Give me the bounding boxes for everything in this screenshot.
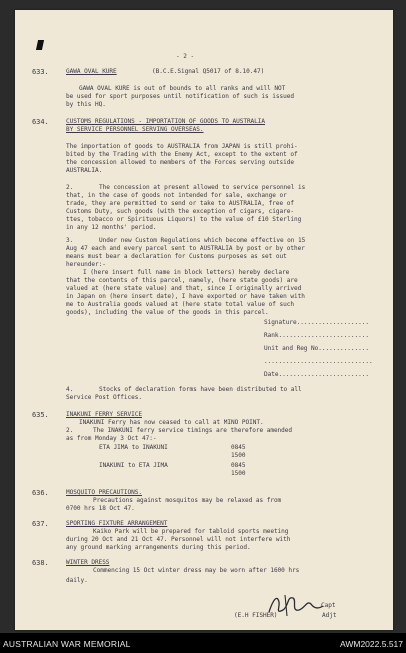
body-638-line-1: Commencing 15 Oct winter dress may be worn after 1600 hrs bbox=[93, 567, 300, 574]
declaration-line-4: in Japan on (here insert date), I have exported or have taken with bbox=[66, 293, 305, 300]
signature-field: Signature.................... bbox=[264, 319, 369, 326]
body-634-p2-line-1: The concession at present allowed to service personnel is bbox=[99, 184, 306, 191]
body-634-p1-line-4: AUSTRALIA. bbox=[66, 167, 103, 174]
body-634-p2-line-2: that, in the case of goods not intended for sale, exchange or bbox=[66, 192, 287, 199]
ferry-time-1a: 0845 bbox=[231, 444, 246, 451]
unit-reg-field-cont: .............................. bbox=[264, 358, 373, 365]
body-634-p2-line-3: trade, they are permitted to send or take to AUSTRALIA, free of bbox=[66, 200, 294, 207]
body-637-line-3: any ground marking arrangements during this period. bbox=[66, 544, 251, 551]
footer-accession-number: AWM2022.5.517 bbox=[340, 639, 403, 649]
declaration-line-6: goods), including the value of the goods in this parcel. bbox=[66, 309, 269, 316]
heading-638: WINTER DRESS bbox=[66, 559, 110, 566]
punch-hole bbox=[36, 40, 44, 50]
para-number-638: 638. bbox=[32, 559, 49, 567]
body-634-p3-line-3: means must bear a declaration for Customs purposes as set out bbox=[66, 253, 287, 260]
body-634-p2-line-6: in any 12 months' period. bbox=[66, 224, 157, 231]
body-634-p3-line-2: Aug 47 each and every parcel sent to AUSTRALIA by post or by other bbox=[66, 245, 305, 252]
body-633-line-2: be used for sport purposes until notification of such is issued bbox=[66, 93, 294, 100]
para-number-637: 637. bbox=[32, 520, 49, 528]
para-number-635-2: 2. bbox=[66, 427, 74, 434]
body-634-p4-line-2: Service Post Offices. bbox=[66, 394, 142, 401]
body-634-p1-line-1: The importation of goods to AUSTRALIA from JAPAN is still prohi- bbox=[66, 143, 298, 150]
body-635-p2-line-1: The INAKUNI ferry service timings are therefore amended bbox=[93, 427, 293, 434]
signature-rank: Capt bbox=[321, 602, 336, 609]
para-number-634-4: 4. bbox=[66, 386, 74, 393]
body-637-line-2: during 20 Oct and 21 Oct 47. Personnel will not interfere with bbox=[66, 536, 291, 543]
body-634-p3-line-1: Under new Custom Regulations which become effective on 15 bbox=[99, 237, 306, 244]
body-634-p1-line-2: bited by the Trading with the Enemy Act, except to the extent of bbox=[66, 151, 298, 158]
body-635-p2-line-2: as from Monday 3 Oct 47:- bbox=[66, 435, 157, 442]
body-633-line-1: GAWA OVAL KURE is out of bounds to all ranks and will NOT bbox=[79, 85, 286, 92]
para-number-634: 634. bbox=[32, 118, 49, 126]
unit-reg-field: Unit and Reg No.............. bbox=[264, 345, 369, 352]
body-637-line-1: Kaiko Park will be prepared for tabloid sports meeting bbox=[93, 528, 289, 535]
declaration-line-1: I (here insert full name in block letters) hereby declare bbox=[83, 269, 290, 276]
body-634-p1-line-3: the concession allowed to members of the Forces serving outside bbox=[66, 159, 294, 166]
body-634-p3-line-4: hereunder:- bbox=[66, 261, 106, 268]
ferry-time-2a: 0845 bbox=[231, 462, 246, 469]
signature-name: (E.H FISHER) bbox=[234, 612, 278, 619]
heading-633: GAWA OVAL KURE bbox=[66, 68, 117, 75]
heading-637: SPORTING FIXTURE ARRANGEMENT bbox=[66, 520, 168, 527]
declaration-line-5: me to Australia goods valued at (here state total value of such bbox=[66, 301, 294, 308]
body-634-p2-line-4: Customs Duty, such goods (with the exception of cigars, cigare- bbox=[66, 208, 294, 215]
body-635-line-1: INAKUNI Ferry has now ceased to call at MINO POINT. bbox=[79, 419, 264, 426]
date-field: Date......................... bbox=[264, 371, 369, 378]
declaration-line-2: that the contents of this parcel, namely, (here state goods) are bbox=[66, 277, 298, 284]
para-number-636: 636. bbox=[32, 489, 49, 497]
heading-635: INAKUNI FERRY SERVICE bbox=[66, 411, 142, 418]
para-number-635: 635. bbox=[32, 411, 49, 419]
body-636-line-1: Precautions against mosquitos may be relaxed as from bbox=[93, 497, 282, 504]
reference-633: (B.C.E.Signal Q5017 of 8.10.47) bbox=[152, 68, 265, 75]
para-number-633: 633. bbox=[32, 68, 49, 76]
body-634-p2-line-5: ttes, tobacco or Spirituous Liquors) to the value of £10 Sterling bbox=[66, 216, 302, 223]
rank-field: Rank......................... bbox=[264, 332, 369, 339]
para-number-634-3: 3. bbox=[66, 237, 74, 244]
declaration-line-3: valued at (here state value) and that, since I originally arrived bbox=[66, 285, 302, 292]
page-number: - 2 - bbox=[176, 53, 195, 60]
body-638-line-2: daily. bbox=[66, 577, 88, 584]
footer-institution: AUSTRALIAN WAR MEMORIAL bbox=[3, 639, 131, 649]
body-633-line-3: by this HQ. bbox=[66, 101, 106, 108]
body-634-p4-line-1: Stocks of declaration forms have been distributed to all bbox=[99, 386, 302, 393]
ferry-route-1: ETA JIMA to INAKUNI bbox=[99, 444, 168, 451]
heading-634-line-2: BY SERVICE PERSONNEL SERVING OVERSEAS. bbox=[66, 126, 204, 133]
ferry-route-2: INAKUNI to ETA JIMA bbox=[99, 462, 168, 469]
ferry-time-1b: 1500 bbox=[231, 452, 246, 459]
heading-634-line-1: CUSTOMS REGULATIONS - IMPORTATION OF GOODS TO AUSTRALIA bbox=[66, 118, 266, 125]
signature-appointment: Adjt bbox=[322, 612, 337, 619]
para-number-634-2: 2. bbox=[66, 184, 74, 191]
document-page bbox=[15, 10, 393, 630]
heading-636: MOSQUITO PRECAUTIONS. bbox=[66, 489, 142, 496]
archive-footer bbox=[0, 633, 406, 653]
body-636-line-2: 0700 hrs 18 Oct 47. bbox=[66, 505, 135, 512]
ferry-time-2b: 1500 bbox=[231, 470, 246, 477]
